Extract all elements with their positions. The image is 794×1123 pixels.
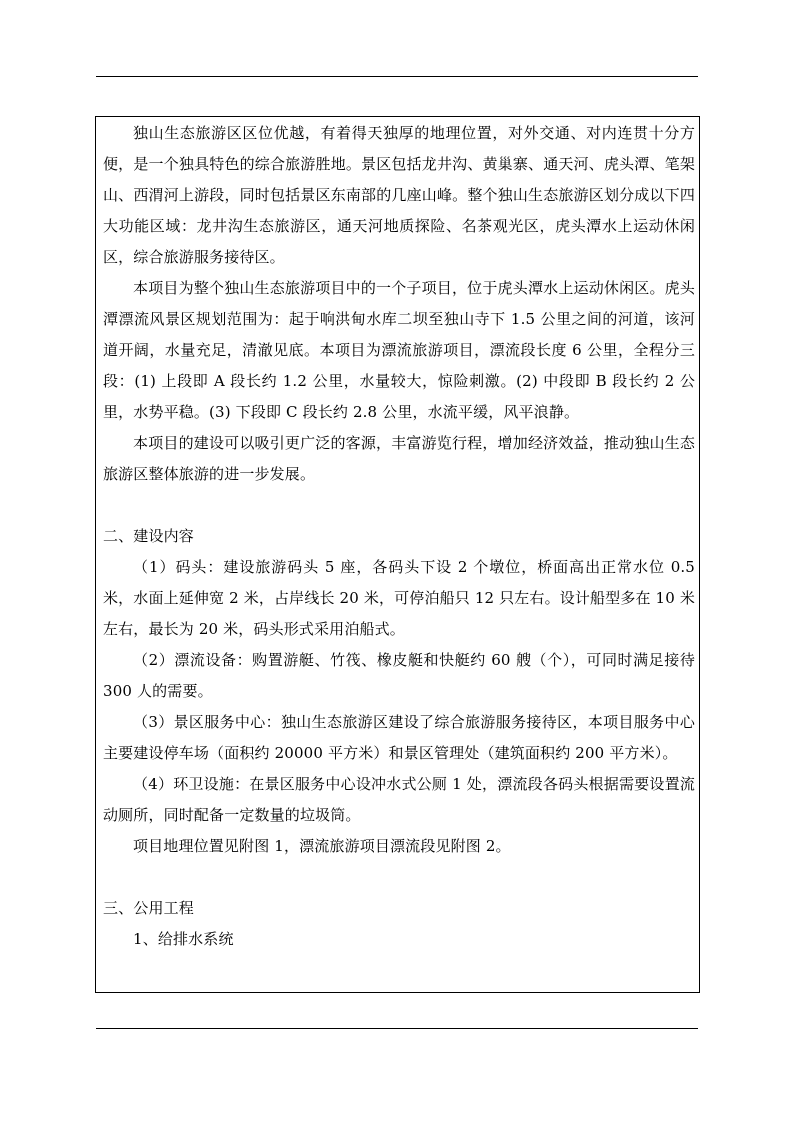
intro-paragraph-1: 独山生态旅游区区位优越，有着得天独厚的地理位置，对外交通、对内连贯十分方便，是一个独具特色的综合旅游胜地。景区包括龙井沟、黄巢寨、通天河、虎头潭、笔架山、西渭河上游段，同时包括景区东南部的几座山峰。整个独山生态旅游区划分成以下四大功能区域：龙井沟生态旅游区，通天河地质探险、名茶观光区，虎头潭水上运动休闲区，综合旅游服务接待区。 bbox=[103, 124, 695, 266]
intro-paragraph-3: 本项目的建设可以吸引更广泛的客源，丰富游览行程，增加经济效益，推动独山生态旅游区整体旅游的进一步发展。 bbox=[103, 434, 695, 483]
construction-item-rafting-equipment: （2）漂流设备：购置游艇、竹筏、橡皮艇和快艇约 60 艘（个），可同时满足接待 300 人的需要。 bbox=[103, 651, 695, 700]
construction-note: 项目地理位置见附图 1，漂流旅游项目漂流段见附图 2。 bbox=[133, 837, 511, 855]
utilities-subheading-water: 1、给排水系统 bbox=[133, 930, 234, 948]
spacer bbox=[103, 862, 695, 893]
footer-rule bbox=[96, 1028, 698, 1029]
construction-item-dock: （1）码头：建设旅游码头 5 座，各码头下设 2 个墩位，桥面高出正常水位 0.5 米，水面上延伸宽 2 米，占岸线长 20 米，可停泊船只 12 只左右。设计船型多在 10 米左右，最长为 20 米，码头形式采用泊船式。 bbox=[103, 558, 696, 638]
document-body bbox=[103, 118, 695, 955]
intro-paragraph-2: 本项目为整个独山生态旅游项目中的一个子项目，位于虎头潭水上运动休闲区。虎头潭漂流风景区规划范围为：起于响洪甸水库二坝至独山寺下 1.5 公里之间的河道，该河道开阔，水量充足，清澈见底。本项目为漂流旅游项目，漂流段长度 6 公里，全程分三段：(1) 上段即 A 段长约 1.2 公里，水量较大，惊险刺激。(2) 中段即 B 段长约 2 公里，水势平稳。(3) 下段即 C 段长约 2.8 公里，水流平缓，风平浪静。 bbox=[103, 279, 695, 421]
construction-item-sanitation: （4）环卫设施：在景区服务中心设冲水式公厕 1 处，漂流段各码头根据需要设置流动厕所，同时配备一定数量的垃圾筒。 bbox=[103, 775, 695, 824]
section-heading-construction: 二、建设内容 bbox=[103, 527, 194, 545]
spacer bbox=[103, 490, 695, 521]
section-heading-utilities: 三、公用工程 bbox=[103, 899, 194, 917]
construction-item-service-center: （3）景区服务中心：独山生态旅游区建设了综合旅游服务接待区，本项目服务中心主要建设停车场（面积约 20000 平方米）和景区管理处（建筑面积约 200 平方米）。 bbox=[103, 713, 695, 762]
header-rule bbox=[96, 76, 698, 77]
